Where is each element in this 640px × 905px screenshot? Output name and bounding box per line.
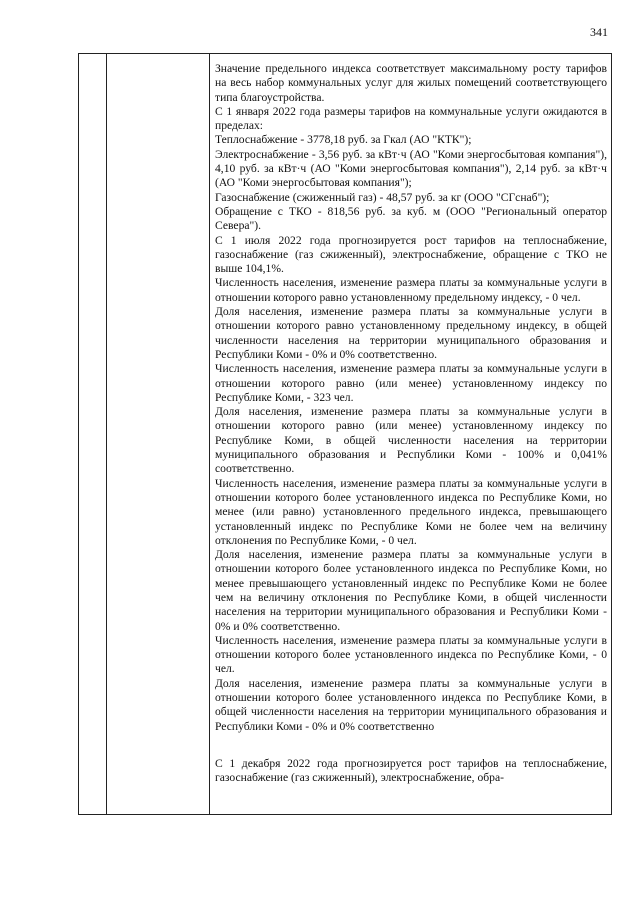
text-cell xyxy=(215,62,607,786)
paragraph-15: Доля населения, изменение размера платы за коммунальные услуги в отношении которого более установленного индекса по Республике Коми, в общей численности населения на территории муниципального образования и Республики Коми - 0% и 0% соответственно xyxy=(215,676,607,733)
paragraph-4: Электроснабжение - 3,56 руб. за кВт·ч (АО "Коми энергосбытовая компания"), 4,10 руб. за кВт·ч (АО "Коми энергосбытовая компания"), 2,14 руб. за кВт·ч (АО "Коми энергосбытовая компания"); xyxy=(215,147,607,190)
paragraph-1: Значение предельного индекса соответствует максимальному росту тарифов на весь набор коммунальных услуг для жилых помещений соответствующего типа благоустройства. xyxy=(215,62,607,104)
paragraph-9: Доля населения, изменение размера платы за коммунальные услуги в отношении которого равно установленному предельному индексу, в общей численности населения на территории муниципального образования и Республики Коми - 0% и 0% соответственно. xyxy=(215,305,607,361)
document-table xyxy=(78,53,612,815)
column-divider-1 xyxy=(106,54,107,814)
page-number: 341 xyxy=(590,25,608,39)
paragraph-6: Обращение с ТКО - 818,56 руб. за куб. м (ООО "Региональный оператор Севера"). xyxy=(215,204,607,233)
paragraph-12: Численность населения, изменение размера платы за коммунальные услуги в отношении которого более установленного индекса по Республике Коми, но менее (или равно) установленного предельного индекса, превышающего установленный индекс по Республике Коми не более чем на величину отклонения по Республике Коми, - 0 чел. xyxy=(215,476,607,547)
paragraph-final: С 1 декабря 2022 года прогнозируется рост тарифов на теплоснабжение, газоснабжение (газ сжиженный), электроснабжение, обра- xyxy=(215,756,607,785)
paragraph-10: Численность населения, изменение размера платы за коммунальные услуги в отношении которого равно (или менее) установленному индексу по Республике Коми, - 323 чел. xyxy=(215,362,607,404)
paragraph-14: Численность населения, изменение размера платы за коммунальные услуги в отношении которого более установленного индекса по Республике Коми, - 0 чел. xyxy=(215,633,607,676)
paragraph-13: Доля населения, изменение размера платы за коммунальные услуги в отношении которого более установленного индекса по Республике Коми, но менее превышающего установленный индекс по Республике Коми не более чем на величину отклонения по Республике Коми, в общей численности населения на территории муниципального образования и Республики Коми - 0% и 0% соответственно. xyxy=(215,548,607,633)
paragraph-3: Теплоснабжение - 3778,18 руб. за Гкал (АО "КТК"); xyxy=(215,133,472,147)
paragraph-7: С 1 июля 2022 года прогнозируется рост тарифов на теплоснабжение, газоснабжение (газ сжиженный), электроснабжение, обращение с ТКО не выше 104,1%. xyxy=(215,233,607,276)
column-divider-2 xyxy=(209,54,210,814)
paragraph-5: Газоснабжение (сжиженный газ) - 48,57 руб. за кг (ООО "СГснаб"); xyxy=(215,190,550,204)
paragraph-8: Численность населения, изменение размера платы за коммунальные услуги в отношении которого равно установленному предельному индексу, - 0 чел. xyxy=(215,276,607,304)
paragraph-11: Доля населения, изменение размера платы за коммунальные услуги в отношении которого равно (или менее) установленному индексу по Республике Коми, в общей численности населения на территории муниципального образования и Республики Коми - 100% и 0,041% соответственно. xyxy=(215,405,607,476)
paragraph-spacer xyxy=(215,734,607,757)
paragraph-2: С 1 января 2022 года размеры тарифов на коммунальные услуги ожидаются в пределах: xyxy=(215,104,607,133)
